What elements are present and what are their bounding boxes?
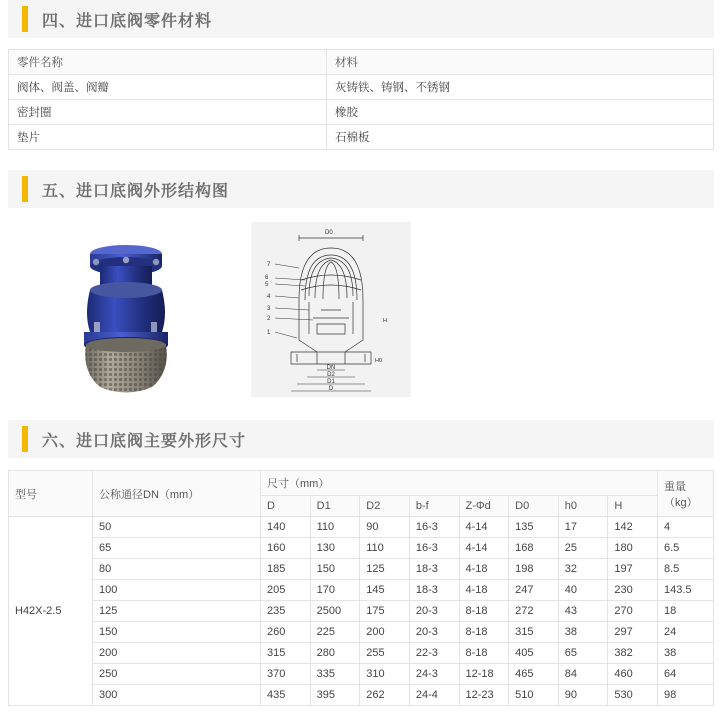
cell-weight: 38 (658, 643, 714, 664)
cell-zd: 4-14 (459, 517, 509, 538)
cell-d0: 272 (509, 601, 559, 622)
svg-text:2: 2 (267, 316, 271, 322)
cell-dn: 250 (93, 664, 261, 685)
svg-text:DN: DN (326, 365, 336, 371)
cell-dn: 150 (93, 622, 261, 643)
column-header-d0: D0 (509, 496, 559, 517)
cell-weight: 4 (658, 517, 714, 538)
valve-section-diagram-graphic (251, 222, 411, 397)
table-row (9, 622, 714, 643)
column-header-weight: 重量（kg） (658, 471, 714, 517)
cell-material: 橡胶 (327, 100, 714, 125)
cell-bf: 16-3 (409, 517, 459, 538)
section-header-materials (8, 0, 714, 38)
svg-text:D2: D2 (327, 372, 335, 378)
cell-zd: 4-18 (459, 580, 509, 601)
dimensions-table (8, 470, 714, 706)
cell-dn: 50 (93, 517, 261, 538)
cell-d1: 110 (310, 517, 360, 538)
cell-zd: 8-18 (459, 622, 509, 643)
cell-d1: 335 (310, 664, 360, 685)
cell-d: 315 (261, 643, 311, 664)
cell-d2: 255 (360, 643, 410, 664)
cell-dn: 65 (93, 538, 261, 559)
cell-zd: 4-18 (459, 559, 509, 580)
column-header-bf: b-f (409, 496, 459, 517)
cell-h0: 90 (558, 685, 608, 706)
table-header-row-group (9, 471, 714, 496)
cell-bf: 18-3 (409, 580, 459, 601)
cell-bf: 24-3 (409, 664, 459, 685)
svg-text:3: 3 (267, 306, 271, 312)
table-row (9, 685, 714, 706)
svg-text:4: 4 (267, 294, 271, 300)
cell-d2: 262 (360, 685, 410, 706)
table-row (9, 559, 714, 580)
cell-d0: 465 (509, 664, 559, 685)
svg-text:D1: D1 (327, 379, 335, 385)
section-title: 五、进口底阀外形结构图 (42, 182, 230, 200)
cell-d2: 175 (360, 601, 410, 622)
svg-text:D0: D0 (325, 230, 333, 236)
cell-dn: 80 (93, 559, 261, 580)
column-header-nominal-diameter: 公称通径DN（mm） (93, 471, 261, 517)
cell-h: 530 (608, 685, 658, 706)
column-header-material: 材料 (327, 50, 714, 75)
column-header-model: 型号 (9, 471, 93, 517)
cell-d: 185 (261, 559, 311, 580)
column-header-h0: h0 (558, 496, 608, 517)
cell-d: 235 (261, 601, 311, 622)
column-header-h: H (608, 496, 658, 517)
cell-part-name: 密封圈 (9, 100, 327, 125)
cell-d1: 2500 (310, 601, 360, 622)
cell-zd: 8-18 (459, 601, 509, 622)
cell-dn: 100 (93, 580, 261, 601)
cell-dn: 200 (93, 643, 261, 664)
cell-bf: 24-4 (409, 685, 459, 706)
section-title: 四、进口底阀零件材料 (42, 12, 213, 30)
cell-d1: 225 (310, 622, 360, 643)
cell-weight: 98 (658, 685, 714, 706)
cell-h0: 32 (558, 559, 608, 580)
section-title: 六、进口底阀主要外形尺寸 (42, 432, 247, 450)
cell-d1: 280 (310, 643, 360, 664)
cell-bf: 20-3 (409, 601, 459, 622)
cell-d0: 198 (509, 559, 559, 580)
materials-table (8, 49, 714, 150)
valve-section-diagram (251, 222, 411, 397)
cell-part-name: 垫片 (9, 125, 327, 150)
cell-zd: 8-18 (459, 643, 509, 664)
cell-h0: 25 (558, 538, 608, 559)
cell-d: 370 (261, 664, 311, 685)
cell-d1: 395 (310, 685, 360, 706)
cell-d: 260 (261, 622, 311, 643)
table-row (9, 601, 714, 622)
column-header-d1: D1 (310, 496, 360, 517)
cell-h0: 17 (558, 517, 608, 538)
cell-zd: 12-23 (459, 685, 509, 706)
valve-photo (38, 222, 213, 402)
cell-dn: 125 (93, 601, 261, 622)
section-header-dimensions (8, 420, 714, 458)
cell-weight: 6.5 (658, 538, 714, 559)
accent-bar-icon (22, 176, 28, 202)
cell-h0: 43 (558, 601, 608, 622)
cell-weight: 18 (658, 601, 714, 622)
cell-bf: 18-3 (409, 559, 459, 580)
svg-text:6: 6 (265, 275, 269, 281)
cell-d1: 170 (310, 580, 360, 601)
cell-d: 435 (261, 685, 311, 706)
cell-d0: 315 (509, 622, 559, 643)
svg-text:5: 5 (265, 282, 269, 288)
table-row (9, 125, 714, 150)
cell-d0: 168 (509, 538, 559, 559)
column-header-d2: D2 (360, 496, 410, 517)
cell-d2: 90 (360, 517, 410, 538)
table-row (9, 580, 714, 601)
cell-material: 石棉板 (327, 125, 714, 150)
cell-bf: 22-3 (409, 643, 459, 664)
column-header-size-group: 尺寸（mm） (261, 471, 658, 496)
cell-d: 205 (261, 580, 311, 601)
cell-h: 180 (608, 538, 658, 559)
accent-bar-icon (22, 426, 28, 452)
table-row (9, 75, 714, 100)
cell-d0: 510 (509, 685, 559, 706)
column-header-part-name: 零件名称 (9, 50, 327, 75)
cell-model: H42X-2.5 (9, 517, 93, 706)
cell-weight: 24 (658, 622, 714, 643)
svg-text:H: H (383, 318, 387, 324)
cell-h: 230 (608, 580, 658, 601)
cell-d0: 135 (509, 517, 559, 538)
cell-d2: 145 (360, 580, 410, 601)
cell-d1: 130 (310, 538, 360, 559)
cell-d2: 200 (360, 622, 410, 643)
cell-weight: 64 (658, 664, 714, 685)
valve-photo-graphic (38, 222, 213, 402)
cell-d2: 310 (360, 664, 410, 685)
cell-d0: 405 (509, 643, 559, 664)
cell-h0: 84 (558, 664, 608, 685)
cell-weight: 143.5 (658, 580, 714, 601)
column-header-d: D (261, 496, 311, 517)
cell-d2: 110 (360, 538, 410, 559)
structure-images (0, 208, 722, 412)
accent-bar-icon (22, 6, 28, 32)
cell-zd: 4-14 (459, 538, 509, 559)
cell-zd: 12-18 (459, 664, 509, 685)
cell-weight: 8.5 (658, 559, 714, 580)
cell-h: 460 (608, 664, 658, 685)
section-header-structure (8, 170, 714, 208)
cell-h: 197 (608, 559, 658, 580)
table-header-row (9, 50, 714, 75)
cell-h0: 65 (558, 643, 608, 664)
cell-material: 灰铸铁、铸钢、不锈钢 (327, 75, 714, 100)
column-header-zd: Z-Φd (459, 496, 509, 517)
table-row (9, 100, 714, 125)
svg-text:H0: H0 (375, 358, 383, 364)
cell-d0: 247 (509, 580, 559, 601)
table-row (9, 664, 714, 685)
cell-dn: 300 (93, 685, 261, 706)
cell-h: 270 (608, 601, 658, 622)
table-row (9, 538, 714, 559)
cell-h0: 38 (558, 622, 608, 643)
cell-d: 160 (261, 538, 311, 559)
cell-h: 382 (608, 643, 658, 664)
cell-d2: 125 (360, 559, 410, 580)
cell-h: 297 (608, 622, 658, 643)
cell-h: 142 (608, 517, 658, 538)
cell-d1: 150 (310, 559, 360, 580)
cell-bf: 20-3 (409, 622, 459, 643)
cell-d: 140 (261, 517, 311, 538)
svg-text:7: 7 (267, 262, 271, 268)
cell-h0: 40 (558, 580, 608, 601)
svg-text:D: D (328, 386, 334, 392)
table-row (9, 643, 714, 664)
svg-text:1: 1 (267, 330, 271, 336)
cell-bf: 16-3 (409, 538, 459, 559)
table-row (9, 517, 714, 538)
cell-part-name: 阀体、阀盖、阀瓣 (9, 75, 327, 100)
